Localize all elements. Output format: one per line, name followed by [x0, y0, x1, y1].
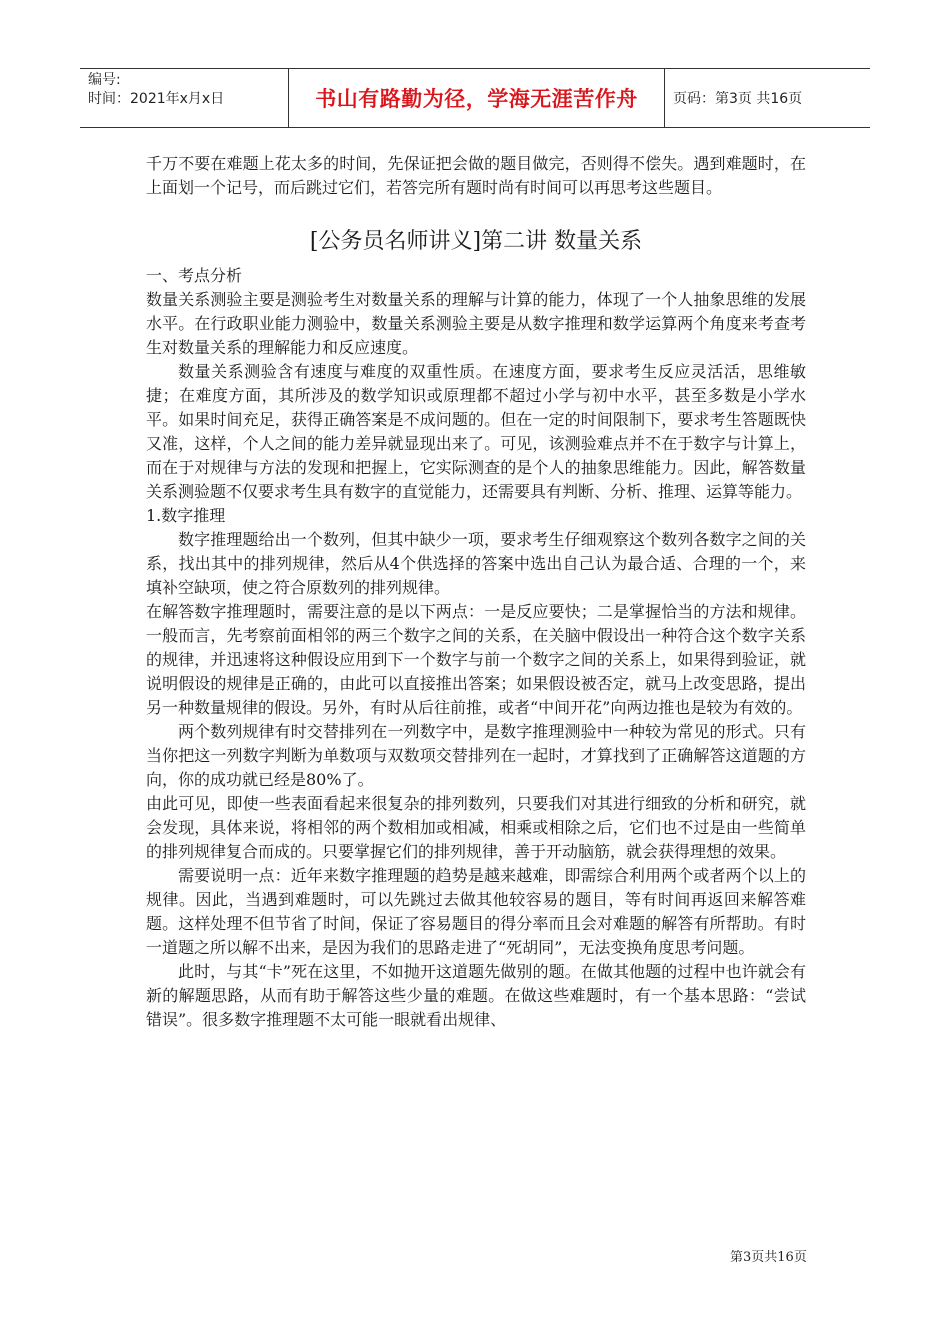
paragraph-8: 此时，与其“卡”死在这里，不如抛开这道题先做别的题。在做其他题的过程中也许就会有新的解题思路，从而有助于解答这些少量的难题。在做这些难题时，有一个基本思路：“尝试错误”。很多数字推理题不太可能一眼就看出规律、 [146, 962, 806, 1029]
header-motto: 书山有路勤为径，学海无涯苦作舟 [288, 69, 665, 127]
document-time-label: 时间：2021年x月x日 [88, 91, 225, 107]
paragraph-2: 数量关系测验含有速度与难度的双重性质。在速度方面，要求考生反应灵活活，思维敏捷；在难度方面，其所涉及的数学知识或原理都不超过小学与初中水平，甚至多数是小学水平。如果时间充足，获得正确答案是不成问题的。但在一定的时间限制下，要求考生答题既快又准，这样，个人之间的能力差异就显现出来了。可见，该测验难点并不在于数字与计算上，而在于对规律与方法的发现和把握上，它实际测查的是个人的抽象思维能力。因此，解答数量关系测验题不仅要求考生具有数字的直觉能力，还需要具有判断、分析、推理、运算等能力。 [146, 362, 806, 501]
paragraph-5: 两个数列规律有时交替排列在一列数字中，是数字推理测验中一种较为常见的形式。只有当你把这一列数字判断为单数项与双数项交替排列在一起时，才算找到了正确解答这道题的方向，你的成功就已经是80%了。 [146, 722, 806, 789]
header-page-label: 页码：第3页 共16页 [673, 91, 803, 107]
paragraph-7: 需要说明一点：近年来数字推理题的趋势是越来越难，即需综合利用两个或者两个以上的规律。因此，当遇到难题时，可以先跳过去做其他较容易的题目，等有时间再返回来解答难题。这样处理不但节省了时间，保证了容易题目的得分率而且会对难题的解答有所帮助。有时一道题之所以解不出来，是因为我们的思路走进了“死胡同”，无法变换角度思考问题。 [146, 866, 806, 957]
paragraph-1: 数量关系测验主要是测验考生对数量关系的理解与计算的能力，体现了一个人抽象思维的发展水平。在行政职业能力测验中，数量关系测验主要是从数字推理和数学运算两个角度来考查考生对数量关系的理解能力和反应速度。 [146, 290, 806, 357]
document-body [146, 152, 806, 1032]
intro-paragraph: 千万不要在难题上花太多的时间，先保证把会做的题目做完，否则得不偿失。遇到难题时，在上面划一个记号，而后跳过它们，若答完所有题时尚有时间可以再思考这些题目。 [146, 154, 806, 197]
paragraph-6: 由此可见，即使一些表面看起来很复杂的排列数列，只要我们对其进行细致的分析和研究，就会发现，具体来说，将相邻的两个数相加或相减，相乘或相除之后，它们也不过是由一些简单的排列规律复合而成的。只要掌握它们的排列规律，善于开动脑筋，就会获得理想的效果。 [146, 794, 806, 861]
paragraph-4: 在解答数字推理题时，需要注意的是以下两点：一是反应要快；二是掌握恰当的方法和规律。一般而言，先考察前面相邻的两三个数字之间的关系，在关脑中假设出一种符合这个数字关系的规律，并迅速将这种假设应用到下一个数字与前一个数字之间的关系上，如果得到验证，就说明假设的规律是正确的，由此可以直接推出答案；如果假设被否定，就马上改变思路，提出另一种数量规律的假设。另外，有时从后往前推，或者“中间开花”向两边推也是较为有效的。 [146, 602, 806, 717]
page-header [80, 68, 870, 128]
page-footer: 第3页共16页 [730, 1250, 807, 1265]
paragraph-3: 数字推理题给出一个数列，但其中缺少一项，要求考生仔细观察这个数列各数字之间的关系，找出其中的排列规律，然后从4个供选择的答案中选出自己认为最合适、合理的一个，来填补空缺项，使之符合原数列的排列规律。 [146, 530, 806, 597]
section-heading: 一、考点分析 [146, 266, 243, 285]
header-meta [80, 69, 288, 127]
sub-heading: 1.数字推理 [146, 506, 226, 525]
document-number-label: 编号: [88, 72, 121, 88]
lecture-title: [公务员名师讲义]第二讲 数量关系 [309, 229, 643, 254]
